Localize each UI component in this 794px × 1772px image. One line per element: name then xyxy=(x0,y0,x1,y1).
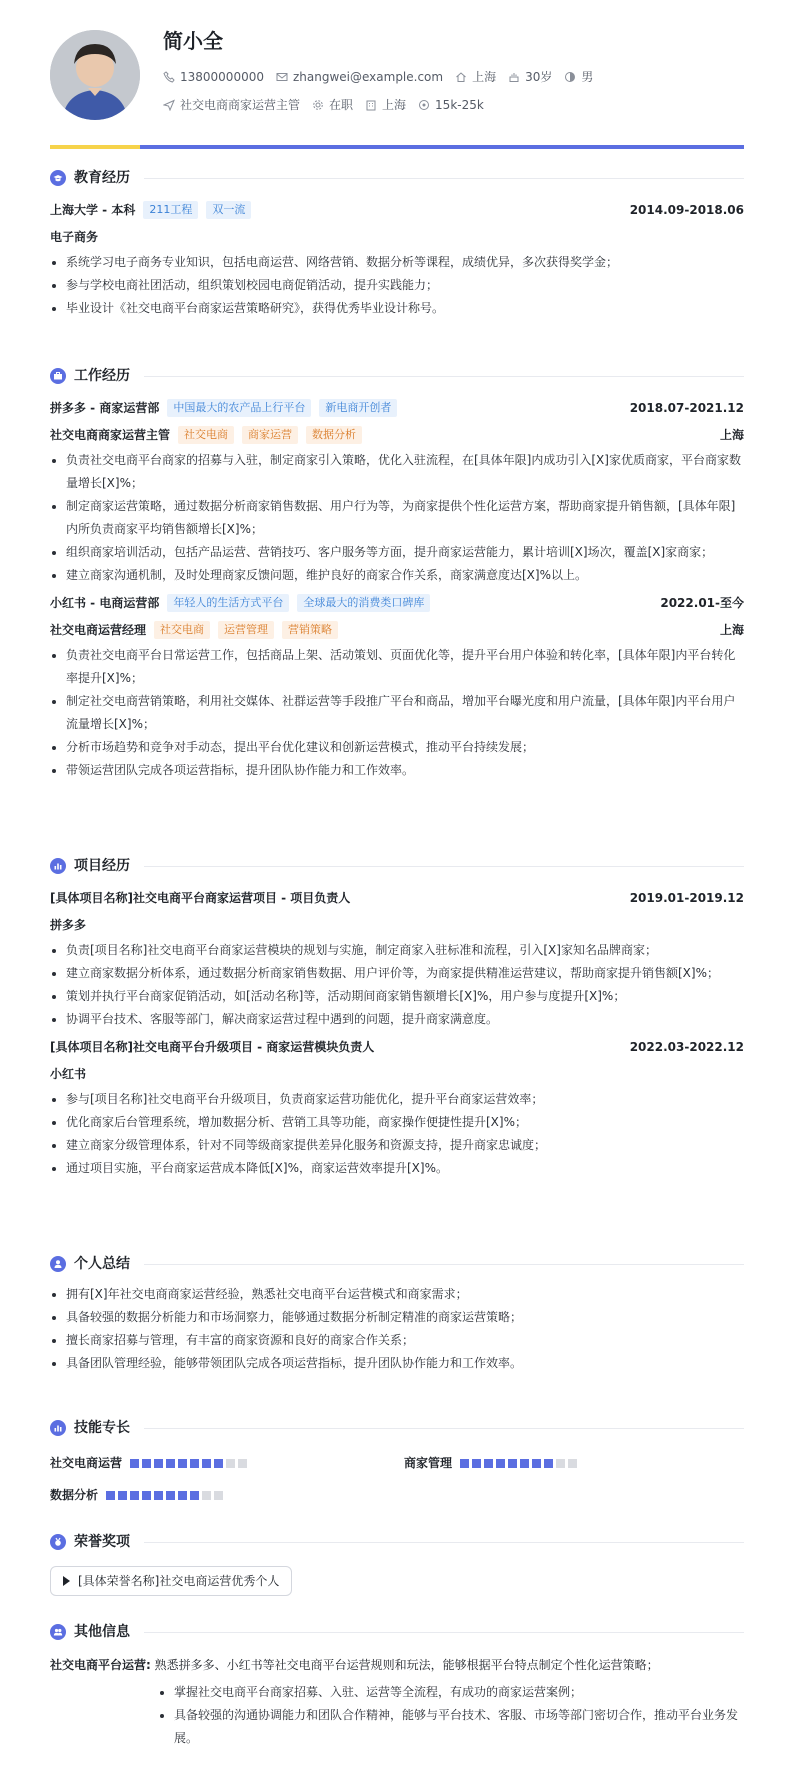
position-name: 社交电商运营经理 xyxy=(50,623,147,637)
skill-dot-filled xyxy=(154,1459,163,1468)
skill-dot-filled xyxy=(460,1459,469,1468)
skill-dot-empty xyxy=(226,1459,235,1468)
project-date: 2019.01-2019.12 xyxy=(629,891,744,905)
skill-dot-filled xyxy=(484,1459,493,1468)
skill-dot-empty xyxy=(214,1491,223,1500)
header-divider xyxy=(50,145,744,149)
list-item: 分析市场趋势和竞争对手动态，提出平台优化建议和创新运营模式，推动平台持续发展； xyxy=(50,736,744,759)
section-title-skills: 技能专长 xyxy=(50,1418,744,1438)
skill-dot-filled xyxy=(130,1459,139,1468)
list-item: 优化商家后台管理系统，增加数据分析、营销工具等功能，商家操作便捷性提升[X]%； xyxy=(50,1111,744,1134)
location-text: 上海 xyxy=(472,70,497,84)
list-item: 制定社交电商营销策略，利用社交媒体、社群运营等手段推广平台和商品，增加平台曝光度和用户流量，[具体年限]内平台用户流量增长[X]%； xyxy=(50,690,744,736)
salary-item xyxy=(418,96,484,114)
skill-dot-filled xyxy=(178,1491,187,1500)
skill-dot-filled xyxy=(118,1491,127,1500)
list-item: 通过项目实施，平台商家运营成本降低[X]%，商家运营效率提升[X]%。 xyxy=(50,1157,744,1180)
skill-level-dots xyxy=(130,1459,247,1468)
email-text: zhangwei@example.com xyxy=(292,70,444,84)
award-text: [具体荣誉名称]社交电商运营优秀个人 xyxy=(78,1574,280,1588)
other-intro xyxy=(50,1654,744,1677)
play-icon xyxy=(63,1576,70,1586)
project-bullets xyxy=(50,1088,744,1180)
project-org-row xyxy=(50,915,744,935)
skill-dot-filled xyxy=(214,1459,223,1468)
list-item: 负责社交电商平台商家的招募与入驻，制定商家引入策略，优化入驻流程，在[具体年限]内成功引入[X]家优质商家，平台商家数量增长[X]%； xyxy=(50,449,744,495)
list-item: 系统学习电子商务专业知识，包括电商运营、网络营销、数据分析等课程，成绩优异，多次获得奖学金； xyxy=(50,251,744,274)
user-icon xyxy=(50,1256,66,1272)
list-item: 具备较强的沟通协调能力和团队合作精神，能够与平台技术、客服、市场等部门密切合作，推动平台业务发展。 xyxy=(158,1704,744,1750)
list-item: 建立商家分级管理体系，针对不同等级商家提供差异化服务和资源支持，提升商家忠诚度； xyxy=(50,1134,744,1157)
section-title-other: 其他信息 xyxy=(50,1622,744,1642)
company-tag: 全球最大的消费类口碑库 xyxy=(297,594,430,612)
city-item xyxy=(365,96,406,114)
skill-dot-filled xyxy=(190,1491,199,1500)
age-text: 30岁 xyxy=(525,70,553,84)
section-title-awards: 荣誉奖项 xyxy=(50,1532,744,1552)
phone-icon xyxy=(163,71,175,83)
section-title-summary: 个人总结 xyxy=(50,1254,744,1274)
section-title-work: 工作经历 xyxy=(50,366,744,386)
work-section xyxy=(50,366,744,782)
gender-text: 男 xyxy=(581,70,594,84)
list-item: 带领运营团队完成各项运营指标，提升团队协作能力和工作效率。 xyxy=(50,759,744,782)
project-org: 拼多多 xyxy=(50,918,87,932)
project-entry-header xyxy=(50,1037,744,1057)
skill-dot-filled xyxy=(178,1459,187,1468)
coin-icon xyxy=(418,99,430,111)
major-row xyxy=(50,227,744,247)
job-intent-row xyxy=(163,96,484,114)
skill-dot-filled xyxy=(106,1491,115,1500)
work-position-row xyxy=(50,620,744,640)
salary-text: 15k-25k xyxy=(435,98,484,112)
project-date: 2022.03-2022.12 xyxy=(629,1040,744,1054)
work-entry-header xyxy=(50,593,744,613)
list-item: 负责[项目名称]社交电商平台商家运营模块的规划与实施，制定商家入驻标准和流程，引入[X]家知名品牌商家； xyxy=(50,939,744,962)
list-item: 具备较强的数据分析能力和市场洞察力，能够通过数据分析制定精准的商家运营策略； xyxy=(50,1306,744,1329)
list-item: 拥有[X]年社交电商商家运营经验，熟悉社交电商平台运营模式和商家需求； xyxy=(50,1283,744,1306)
city-text: 上海 xyxy=(382,98,407,112)
chart-icon xyxy=(50,858,66,874)
skill-dot-filled xyxy=(508,1459,517,1468)
awards-section xyxy=(50,1532,744,1596)
age-item xyxy=(508,68,552,86)
medal-icon xyxy=(50,1534,66,1550)
skill-dot-empty xyxy=(568,1459,577,1468)
summary-bullets xyxy=(50,1283,744,1375)
skill-dot-filled xyxy=(520,1459,529,1468)
skill-dot-filled xyxy=(496,1459,505,1468)
skill-dot-filled xyxy=(190,1459,199,1468)
list-item: 毕业设计《社交电商平台商家运营策略研究》，获得优秀毕业设计称号。 xyxy=(50,297,744,320)
projects-section xyxy=(50,856,744,1180)
resume-header xyxy=(50,0,744,148)
list-item: 建立商家沟通机制，及时处理商家反馈问题，维护良好的商家合作关系，商家满意度达[X]%以上。 xyxy=(50,564,744,587)
skill-dot-empty xyxy=(556,1459,565,1468)
email-item xyxy=(276,68,443,86)
building-icon xyxy=(365,99,377,111)
company-tag: 新电商开创者 xyxy=(319,399,397,417)
contact-row xyxy=(163,68,593,86)
section-title-projects: 项目经历 xyxy=(50,856,744,876)
project-bullets xyxy=(50,939,744,1031)
list-item: 负责社交电商平台日常运营工作，包括商品上架、活动策划、页面优化等，提升平台用户体验和转化率，[具体年限]内平台转化率提升[X]%； xyxy=(50,644,744,690)
project-title: [具体项目名称]社交电商平台升级项目 - 商家运营模块负责人 xyxy=(50,1040,375,1054)
position-tag: 营销策略 xyxy=(282,621,338,639)
award-item xyxy=(50,1566,292,1596)
education-date: 2014.09-2018.06 xyxy=(629,203,744,217)
other-text: 熟悉拼多多、小红书等社交电商平台运营规则和玩法，能够根据平台特点制定个性化运营策略； xyxy=(154,1658,659,1672)
briefcase-icon xyxy=(50,368,66,384)
work-bullets xyxy=(50,644,744,782)
other-label: 社交电商平台运营: xyxy=(50,1658,151,1672)
position-tag: 社交电商 xyxy=(154,621,210,639)
major-name: 电子商务 xyxy=(50,230,99,244)
education-bullets xyxy=(50,251,744,320)
skill-dot-filled xyxy=(544,1459,553,1468)
candidate-name: 简小全 xyxy=(163,29,223,53)
skill-item: 商家管理 xyxy=(404,1454,577,1472)
skill-dot-empty xyxy=(202,1491,211,1500)
gender-icon xyxy=(564,71,576,83)
list-item: 参与学校电商社团活动，组织策划校园电商促销活动，提升实践能力； xyxy=(50,274,744,297)
users-icon xyxy=(50,1624,66,1640)
project-title: [具体项目名称]社交电商平台商家运营项目 - 项目负责人 xyxy=(50,891,351,905)
skill-dot-filled xyxy=(130,1491,139,1500)
project-org: 小红书 xyxy=(50,1067,87,1081)
skill-dot-filled xyxy=(142,1491,151,1500)
education-tag: 双一流 xyxy=(206,201,251,219)
work-entry-header xyxy=(50,398,744,418)
position-name: 社交电商商家运营主管 xyxy=(50,428,171,442)
education-section xyxy=(50,168,744,320)
project-entry-header xyxy=(50,888,744,908)
cake-icon xyxy=(508,71,520,83)
position-tag: 社交电商 xyxy=(178,426,234,444)
company-name: 小红书 - 电商运营部 xyxy=(50,596,160,610)
company-tag: 中国最大的农产品上行平台 xyxy=(167,399,311,417)
skill-dot-filled xyxy=(532,1459,541,1468)
send-icon xyxy=(163,99,175,111)
list-item: 参与[项目名称]社交电商平台升级项目，负责商家运营功能优化，提升平台商家运营效率； xyxy=(50,1088,744,1111)
mail-icon xyxy=(276,71,288,83)
skill-dot-filled xyxy=(166,1459,175,1468)
gender-item xyxy=(564,68,593,86)
position-item xyxy=(163,96,300,114)
status-item xyxy=(312,96,353,114)
list-item: 建立商家数据分析体系，通过数据分析商家销售数据、用户评价等，为商家提供精准运营建议，帮助商家提升销售额[X]%； xyxy=(50,962,744,985)
company-name: 拼多多 - 商家运营部 xyxy=(50,401,160,415)
list-item: 组织商家培训活动，包括产品运营、营销技巧、客户服务等方面，提升商家运营能力，累计培训[X]场次，覆盖[X]家商家； xyxy=(50,541,744,564)
skill-level-dots xyxy=(460,1459,577,1468)
other-section xyxy=(50,1622,744,1750)
skill-level-dots xyxy=(106,1491,223,1500)
status-text: 在职 xyxy=(329,98,354,112)
company-tag: 年轻人的生活方式平台 xyxy=(167,594,289,612)
phone-item xyxy=(163,68,264,86)
work-date: 2022.01-至今 xyxy=(660,596,744,610)
education-entry-header xyxy=(50,200,744,220)
skill-dot-filled xyxy=(202,1459,211,1468)
list-item: 制定商家运营策略，通过数据分析商家销售数据、用户行为等，为商家提供个性化运营方案，帮助商家提升销售额，[具体年限]内所负责商家平均销售额增长[X]%； xyxy=(50,495,744,541)
list-item: 策划并执行平台商家促销活动，如[活动名称]等，活动期间商家销售额增长[X]%，用户参与度提升[X]%； xyxy=(50,985,744,1008)
work-city: 上海 xyxy=(719,623,744,637)
work-bullets xyxy=(50,449,744,587)
skill-dot-filled xyxy=(154,1491,163,1500)
list-item: 擅长商家招募与管理，有丰富的商家资源和良好的商家合作关系； xyxy=(50,1329,744,1352)
avatar xyxy=(50,30,140,120)
summary-section xyxy=(50,1254,744,1375)
home-icon xyxy=(455,71,467,83)
location-item xyxy=(455,68,496,86)
list-item: 掌握社交电商平台商家招募、入驻、运营等全流程，有成功的商家运营案例； xyxy=(158,1681,744,1704)
skill-dot-empty xyxy=(238,1459,247,1468)
other-bullets xyxy=(50,1681,744,1750)
project-org-row xyxy=(50,1064,744,1084)
skill-item: 数据分析 xyxy=(50,1486,223,1504)
chart-icon xyxy=(50,1420,66,1436)
school-name: 上海大学 - 本科 xyxy=(50,203,136,217)
education-tag: 211工程 xyxy=(143,201,198,219)
skills-section xyxy=(50,1418,744,1516)
section-title-education: 教育经历 xyxy=(50,168,744,188)
phone-text: 13800000000 xyxy=(180,70,264,84)
skill-dot-filled xyxy=(142,1459,151,1468)
work-city: 上海 xyxy=(719,428,744,442)
list-item: 具备团队管理经验，能够带领团队完成各项运营指标，提升团队协作能力和工作效率。 xyxy=(50,1352,744,1375)
list-item: 协调平台技术、客服等部门，解决商家运营过程中遇到的问题，提升商家满意度。 xyxy=(50,1008,744,1031)
work-position-row xyxy=(50,425,744,445)
target-position-text: 社交电商商家运营主管 xyxy=(180,98,301,112)
gear-icon xyxy=(312,99,324,111)
position-tag: 商家运营 xyxy=(242,426,298,444)
work-date: 2018.07-2021.12 xyxy=(629,401,744,415)
skill-dot-filled xyxy=(166,1491,175,1500)
skill-dot-filled xyxy=(472,1459,481,1468)
position-tag: 运营管理 xyxy=(218,621,274,639)
graduation-cap-icon xyxy=(50,170,66,186)
skill-item: 社交电商运营 xyxy=(50,1454,247,1472)
position-tag: 数据分析 xyxy=(306,426,362,444)
